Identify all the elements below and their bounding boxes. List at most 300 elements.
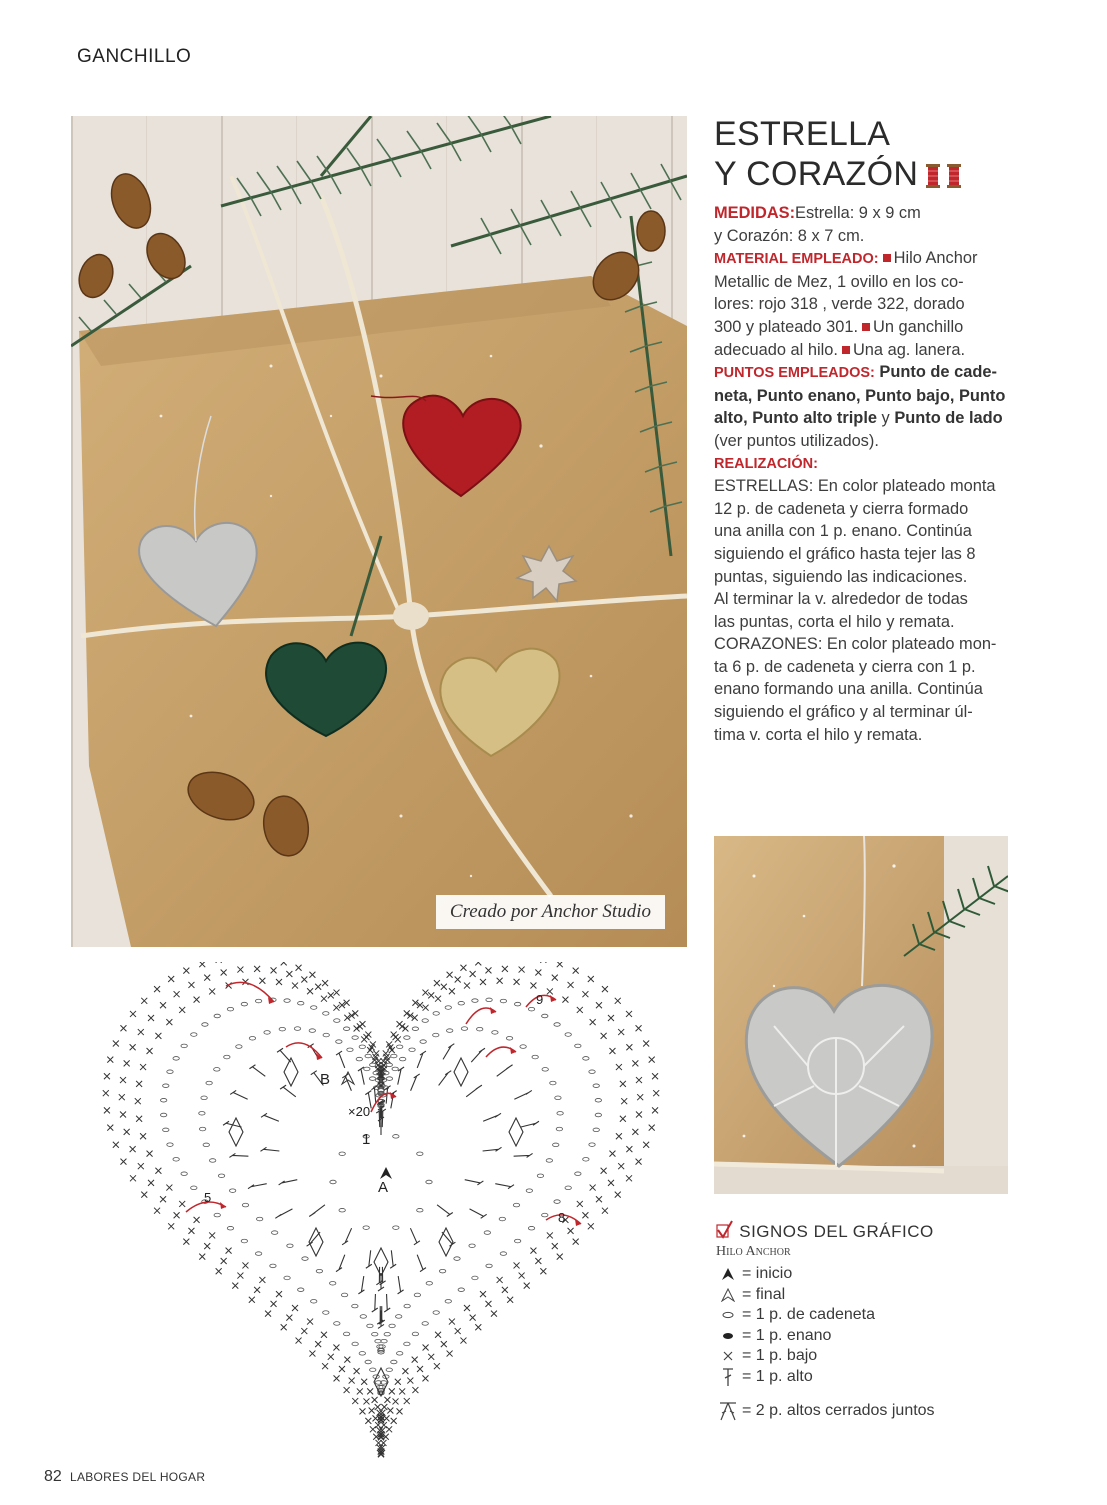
chain-stitch-mark	[242, 1203, 248, 1207]
realizacion-line: 12 p. de cadeneta y cierra formado	[714, 499, 969, 518]
single-crochet-mark	[179, 1007, 185, 1013]
chain-stitch-mark	[343, 1027, 349, 1031]
double-crochet-mark	[439, 1071, 452, 1086]
chain-stitch-mark	[241, 1002, 247, 1006]
single-crochet-mark	[237, 967, 243, 973]
chain-stitch-mark	[356, 1057, 362, 1061]
chain-stitch-mark	[160, 1098, 166, 1102]
double-crochet-mark	[248, 1184, 267, 1189]
double-crochet-mark	[385, 1086, 391, 1104]
single-crochet-mark	[502, 966, 508, 972]
single-crochet-mark	[174, 1212, 180, 1218]
chain-stitch-mark	[191, 1186, 197, 1190]
single-crochet-mark	[328, 992, 334, 998]
chain-stitch-mark	[201, 1096, 207, 1100]
chain-stitch-mark	[500, 1252, 506, 1256]
chain-stitch-mark	[556, 1127, 562, 1131]
chain-stitch-mark	[595, 1098, 601, 1102]
single-crochet-mark	[160, 1196, 166, 1202]
single-crochet-mark	[334, 1375, 340, 1381]
single-crochet-mark	[530, 982, 536, 988]
single-crochet-mark	[608, 1180, 614, 1186]
chart-legend	[716, 1220, 1016, 1422]
page-title	[714, 114, 964, 194]
single-crochet-mark	[636, 1159, 642, 1165]
chart-label-round8: 8	[558, 1210, 566, 1225]
chain-stitch-mark	[426, 1180, 432, 1184]
direction-arrowhead	[220, 1202, 226, 1209]
single-crochet-mark	[423, 1344, 429, 1350]
single-crochet-mark	[547, 988, 553, 994]
single-crochet-mark	[643, 1142, 649, 1148]
chain-stitch-mark	[287, 1244, 293, 1248]
single-crochet-mark	[361, 1036, 367, 1042]
legend-item: = final	[716, 1285, 1016, 1306]
single-crochet-mark	[138, 1029, 144, 1035]
chain-stitch-mark	[433, 1311, 439, 1315]
single-crochet-mark	[632, 1129, 638, 1135]
chain-stitch-mark	[255, 999, 261, 1003]
single-crochet-mark	[460, 965, 466, 971]
chain-stitch-mark	[365, 1054, 371, 1058]
photo-caption: Creado por Anchor Studio	[436, 895, 665, 929]
single-crochet-mark	[407, 1378, 413, 1384]
single-crochet-mark	[365, 1418, 371, 1424]
chain-stitch-mark	[302, 1257, 308, 1261]
chain-stitch-mark	[386, 1368, 392, 1372]
single-crochet-mark	[568, 982, 574, 988]
single-crochet-mark	[601, 1033, 607, 1039]
single-crochet-mark	[373, 1415, 379, 1421]
single-crochet-mark	[393, 1398, 399, 1404]
chain-stitch-mark	[469, 1244, 475, 1248]
single-crochet-mark	[602, 986, 608, 992]
single-crochet-mark	[376, 1440, 382, 1446]
chain-stitch-mark	[506, 1036, 512, 1040]
page-number: 82	[44, 1468, 62, 1485]
chain-stitch-mark	[339, 1152, 345, 1156]
chain-stitch-mark	[370, 1368, 376, 1372]
single-crochet-mark	[422, 1375, 428, 1381]
single-crochet-mark	[148, 1015, 154, 1021]
double-crochet-mark	[410, 1228, 419, 1245]
single-crochet-mark	[399, 1388, 405, 1394]
double-crochet-mark	[470, 1209, 487, 1218]
chain-stitch-mark	[181, 1172, 187, 1176]
single-crochet-mark	[103, 1090, 109, 1096]
single-crochet-mark	[435, 996, 441, 1002]
difficulty-spool-icon	[924, 163, 964, 189]
single-crochet-mark	[573, 968, 579, 974]
chain-stitch-mark	[167, 1070, 173, 1074]
chain-stitch-mark	[236, 1045, 242, 1049]
single-crochet-mark	[265, 1311, 271, 1317]
chain-stitch-mark	[399, 1057, 405, 1061]
chain-stitch-mark	[309, 1029, 315, 1033]
chain-stitch-mark	[565, 1186, 571, 1190]
chain-stitch-mark	[364, 1067, 370, 1071]
single-crochet-mark	[155, 1168, 161, 1174]
single-crochet-mark	[242, 1262, 248, 1268]
chain-stitch-mark	[173, 1057, 179, 1061]
single-crochet-mark	[204, 975, 210, 981]
chain-stitch-mark	[229, 1189, 235, 1193]
chain-stitch-mark	[514, 1239, 520, 1243]
single-crochet-mark	[620, 1081, 626, 1087]
chain-stitch-mark	[554, 1023, 560, 1027]
single-crochet-mark	[254, 966, 260, 972]
material-line-4b: Un ganchillo	[873, 317, 964, 336]
single-crochet-mark	[120, 1159, 126, 1165]
double-crochet-mark	[390, 1250, 396, 1268]
single-crochet-mark	[254, 1287, 260, 1293]
chain-stitch-mark	[191, 1033, 197, 1037]
single-crochet-mark	[276, 1291, 282, 1297]
chain-stitch-mark	[542, 1213, 548, 1217]
puntos-line-3b: y	[877, 409, 895, 428]
single-crochet-mark	[480, 1291, 486, 1297]
single-crochet-mark	[119, 1094, 125, 1100]
single-crochet-mark	[608, 1015, 614, 1021]
chain-stitch-mark	[199, 1127, 205, 1131]
chain-stitch-mark	[375, 1339, 381, 1343]
chain-stitch-mark	[542, 1068, 548, 1072]
single-crochet-mark	[147, 1048, 153, 1054]
chain-stitch-mark	[542, 1014, 548, 1018]
chain-stitch-mark	[554, 1200, 560, 1204]
chain-stitch-mark	[323, 1033, 329, 1037]
single-crochet-mark	[618, 1163, 624, 1169]
single-crochet-mark	[514, 979, 520, 985]
single-crochet-mark	[380, 1440, 386, 1446]
chain-stitch-mark	[454, 1257, 460, 1261]
single-crochet-mark	[404, 1398, 410, 1404]
double-crochet-mark	[358, 1067, 364, 1085]
chain-stitch-mark	[583, 1158, 589, 1162]
chain-stitch-mark	[370, 1063, 376, 1067]
single-crochet-mark	[333, 1005, 339, 1011]
double-crochet-mark	[366, 1250, 372, 1268]
silver-heart-photo-illustration	[714, 836, 1008, 1194]
chain-stitch-mark	[284, 1276, 290, 1280]
single-crochet-mark	[321, 1332, 327, 1338]
chain-stitch-mark	[486, 1264, 492, 1268]
single-crochet-mark	[124, 1129, 130, 1135]
chain-stitch-mark	[224, 1055, 230, 1059]
single-crochet-mark	[204, 1243, 210, 1249]
single-crochet-mark	[626, 1146, 632, 1152]
single-crochet-mark	[322, 1363, 328, 1369]
chain-stitch-mark	[546, 1159, 552, 1163]
chain-stitch-mark	[486, 998, 492, 1002]
double-crochet-mark	[465, 1180, 484, 1185]
pattern-instructions	[714, 202, 1014, 746]
single-crochet-mark	[136, 1116, 142, 1122]
chain-stitch-icon	[716, 1311, 740, 1319]
chain-stitch-mark	[270, 1264, 276, 1268]
single-crochet-mark	[507, 1297, 513, 1303]
chain-stitch-mark	[330, 1281, 336, 1285]
chain-stitch-mark	[461, 1027, 467, 1031]
chain-stitch-mark	[181, 1044, 187, 1048]
single-crochet-mark	[636, 1025, 642, 1031]
single-crochet-mark	[334, 990, 340, 996]
chain-stitch-mark	[396, 1352, 402, 1356]
single-crochet-mark	[626, 1044, 632, 1050]
single-crochet-mark	[286, 971, 292, 977]
single-crochet-mark	[301, 976, 307, 982]
chain-stitch-mark	[339, 1208, 345, 1212]
material-line-5a: adecuado al hilo.	[714, 340, 838, 359]
single-crochet-mark	[140, 1064, 146, 1070]
single-crochet-mark	[412, 1387, 418, 1393]
chain-stitch-mark	[203, 1143, 209, 1147]
single-crochet-mark	[328, 1354, 334, 1360]
dc2tog-mark	[374, 1248, 388, 1276]
single-crochet-mark	[616, 1064, 622, 1070]
start-arrow-icon	[716, 1268, 740, 1280]
chain-stitch-mark	[336, 1040, 342, 1044]
double-crochet-mark	[411, 1074, 420, 1091]
chain-stitch-mark	[214, 1014, 220, 1018]
double-crochet-mark	[520, 1121, 539, 1127]
single-crochet-mark	[434, 1363, 440, 1369]
puntos-line-2: neta, Punto enano, Punto bajo, Punto	[714, 386, 1006, 405]
double-crochet-mark	[260, 1147, 279, 1151]
single-crochet-mark	[464, 1305, 470, 1311]
double-crochet-mark	[483, 1147, 502, 1151]
single-crochet-mark	[166, 1019, 172, 1025]
single-crochet-mark	[588, 976, 594, 982]
single-crochet-mark	[309, 972, 315, 978]
chain-stitch-mark	[384, 1332, 390, 1336]
chart-label-round5: 5	[204, 1190, 212, 1205]
single-crochet-mark	[582, 991, 588, 997]
single-crochet-mark	[449, 988, 455, 994]
chain-stitch-mark	[513, 1203, 519, 1207]
single-crochet-mark	[354, 1368, 360, 1374]
chain-stitch-mark	[583, 1057, 589, 1061]
single-crochet-mark	[455, 1328, 461, 1334]
single-crochet-mark	[138, 1163, 144, 1169]
single-crochet-mark	[259, 1277, 265, 1283]
single-crochet-mark	[588, 1223, 594, 1229]
chain-stitch-mark	[334, 1019, 340, 1023]
legend-item: = 1 p. enano	[716, 1326, 1016, 1347]
single-crochet-mark	[602, 1208, 608, 1214]
gift-photo-illustration	[71, 116, 687, 947]
realizacion-line: tima v. corta el hilo y remata.	[714, 725, 923, 744]
double-crochet-mark	[336, 1051, 345, 1068]
chain-stitch-mark	[214, 1213, 220, 1217]
chain-stitch-mark	[330, 1180, 336, 1184]
chain-stitch-mark	[484, 1231, 490, 1235]
single-crochet-mark	[441, 984, 447, 990]
realizacion-line: una anilla con 1 p. enano. Continúa	[714, 522, 972, 541]
chain-stitch-mark	[284, 999, 290, 1003]
single-crochet-mark	[649, 1125, 655, 1131]
single-crochet-mark	[447, 1351, 453, 1357]
single-crochet-mark	[391, 1418, 397, 1424]
single-crochet-mark	[514, 1262, 520, 1268]
single-crochet-mark	[524, 1283, 530, 1289]
chain-stitch-mark	[595, 1113, 601, 1117]
single-crochet-mark	[259, 978, 265, 984]
chain-stitch-mark	[341, 1293, 347, 1297]
chain-stitch-mark	[477, 1027, 483, 1031]
bullet-icon	[842, 346, 850, 354]
chain-stitch-mark	[445, 1006, 451, 1010]
single-crochet-mark	[519, 967, 525, 973]
chain-stitch-mark	[404, 1304, 410, 1308]
chain-stitch-mark	[499, 1217, 505, 1221]
double-crochet-mark	[229, 1153, 248, 1157]
chain-stitch-mark	[412, 1332, 418, 1336]
double-crochet-mark	[336, 1255, 345, 1272]
single-crochet-mark	[209, 1232, 215, 1238]
double-crochet-mark	[417, 1051, 426, 1068]
chain-stitch-mark	[256, 1217, 262, 1221]
single-crochet-mark	[568, 1228, 574, 1234]
single-crochet-mark	[475, 962, 481, 965]
single-crochet-mark	[141, 998, 147, 1004]
single-crochet-mark	[130, 1011, 136, 1017]
single-crochet-mark	[281, 962, 287, 965]
chain-stitch-mark	[167, 1143, 173, 1147]
title-line-2: Y CORAZÓN	[714, 155, 919, 193]
chain-stitch-mark	[271, 1231, 277, 1235]
chain-stitch-mark	[589, 1070, 595, 1074]
single-crochet-mark	[226, 1248, 232, 1254]
single-crochet-mark	[375, 1404, 381, 1410]
single-crochet-mark	[428, 1354, 434, 1360]
dc2tog-icon	[716, 1401, 740, 1421]
single-crochet-mark	[590, 1185, 596, 1191]
single-crochet-mark	[615, 998, 621, 1004]
single-crochet-mark	[237, 1273, 243, 1279]
single-crochet-mark	[344, 1357, 350, 1363]
single-crochet-mark	[301, 1328, 307, 1334]
legend-item: = 2 p. altos cerrados juntos	[716, 1401, 1016, 1422]
legend-title: SIGNOS DEL GRÁFICO	[739, 1222, 934, 1241]
single-crochet-mark	[480, 979, 486, 985]
single-crochet-mark	[577, 1007, 583, 1013]
double-crochet-mark	[249, 1065, 265, 1077]
chain-stitch-mark	[298, 1288, 304, 1292]
single-crochet-mark	[402, 1368, 408, 1374]
single-crochet-mark	[423, 1005, 429, 1011]
single-crochet-mark	[307, 988, 313, 994]
legend-item: = 1 p. alto	[716, 1367, 1016, 1388]
single-crochet-mark	[497, 978, 503, 984]
chain-stitch-mark	[446, 1029, 452, 1033]
single-crochet-mark	[441, 1341, 447, 1347]
chain-stitch-mark	[439, 1269, 445, 1273]
chain-stitch-mark	[264, 1031, 270, 1035]
double-crochet-mark	[261, 1113, 279, 1121]
chain-stitch-mark	[395, 1315, 401, 1319]
single-crochet-mark	[470, 971, 476, 977]
chain-stitch-mark	[359, 1045, 365, 1049]
chain-stitch-mark	[227, 1007, 233, 1011]
single-crochet-mark	[307, 1319, 313, 1325]
puntos-line-4: (ver puntos utilizados).	[714, 431, 879, 450]
legend-item: = 1 p. bajo	[716, 1346, 1016, 1367]
single-crochet-mark	[168, 1223, 174, 1229]
chain-stitch-mark	[391, 1054, 397, 1058]
chain-stitch-mark	[352, 1342, 358, 1346]
single-crochet-mark	[354, 1025, 360, 1031]
single-crochet-mark	[296, 1338, 302, 1344]
puntos-line-3a: alto, Punto alto triple	[714, 409, 877, 428]
chain-stitch-mark	[422, 1019, 428, 1023]
chain-stitch-mark	[386, 1063, 392, 1067]
single-crochet-mark	[221, 1258, 227, 1264]
chain-stitch-mark	[520, 1045, 526, 1049]
single-crochet-mark	[562, 997, 568, 1003]
medidas-label: MEDIDAS:	[714, 204, 796, 222]
chain-stitch-mark	[514, 1002, 520, 1006]
double-crochet-mark	[275, 1209, 292, 1218]
double-crochet-mark	[443, 1044, 454, 1060]
single-crochet-mark	[596, 1002, 602, 1008]
single-crochet-mark	[535, 1258, 541, 1264]
chain-stitch-mark	[365, 1360, 371, 1364]
single-crochet-mark	[271, 967, 277, 973]
single-crochet-mark	[363, 1398, 369, 1404]
chain-stitch-mark	[347, 1048, 353, 1052]
double-crochet-mark	[280, 1085, 296, 1097]
single-crochet-mark	[344, 1387, 350, 1393]
single-crochet-mark	[166, 1185, 172, 1191]
chain-stitch-mark	[206, 1081, 212, 1085]
single-crochet-mark	[315, 984, 321, 990]
single-crochet-mark	[632, 1060, 638, 1066]
single-crochet-mark	[333, 1344, 339, 1350]
chain-stitch-mark	[360, 1315, 366, 1319]
single-crochet-mark	[552, 1243, 558, 1249]
chain-stitch-mark	[372, 1332, 378, 1336]
single-crochet-mark	[383, 1415, 389, 1421]
chain-stitch-mark	[426, 1281, 432, 1285]
material-line-5b: Una ag. lanera.	[852, 340, 966, 359]
single-crochet-mark	[636, 1077, 642, 1083]
realizacion-line: las puntas, corta el hilo y remata.	[714, 612, 955, 631]
single-crochet-mark	[194, 1217, 200, 1223]
chain-stitch-mark	[202, 1023, 208, 1027]
single-crochet-mark	[384, 1397, 390, 1403]
realizacion-line: ESTRELLAS: En color plateado monta	[714, 477, 996, 496]
chain-stitch-mark	[433, 1033, 439, 1037]
single-crochet-mark	[601, 1168, 607, 1174]
single-crochet-mark	[447, 972, 453, 978]
dc2tog-mark	[284, 1058, 298, 1086]
single-crochet-mark	[491, 1311, 497, 1317]
single-crochet-mark	[626, 1011, 632, 1017]
dc2tog-mark	[374, 1368, 388, 1396]
single-crochet-mark	[449, 1319, 455, 1325]
single-crochet-mark	[653, 1090, 659, 1096]
single-crochet-mark	[130, 1146, 136, 1152]
chain-stitch-mark	[334, 1322, 340, 1326]
double-crochet-mark	[279, 1180, 298, 1185]
chain-stitch-mark	[311, 1006, 317, 1010]
chain-stitch-mark	[555, 1096, 561, 1100]
chain-stitch-mark	[575, 1172, 581, 1176]
single-crochet-mark	[147, 1151, 153, 1157]
single-crochet-mark	[361, 1379, 367, 1385]
single-crochet-mark	[367, 1388, 373, 1394]
